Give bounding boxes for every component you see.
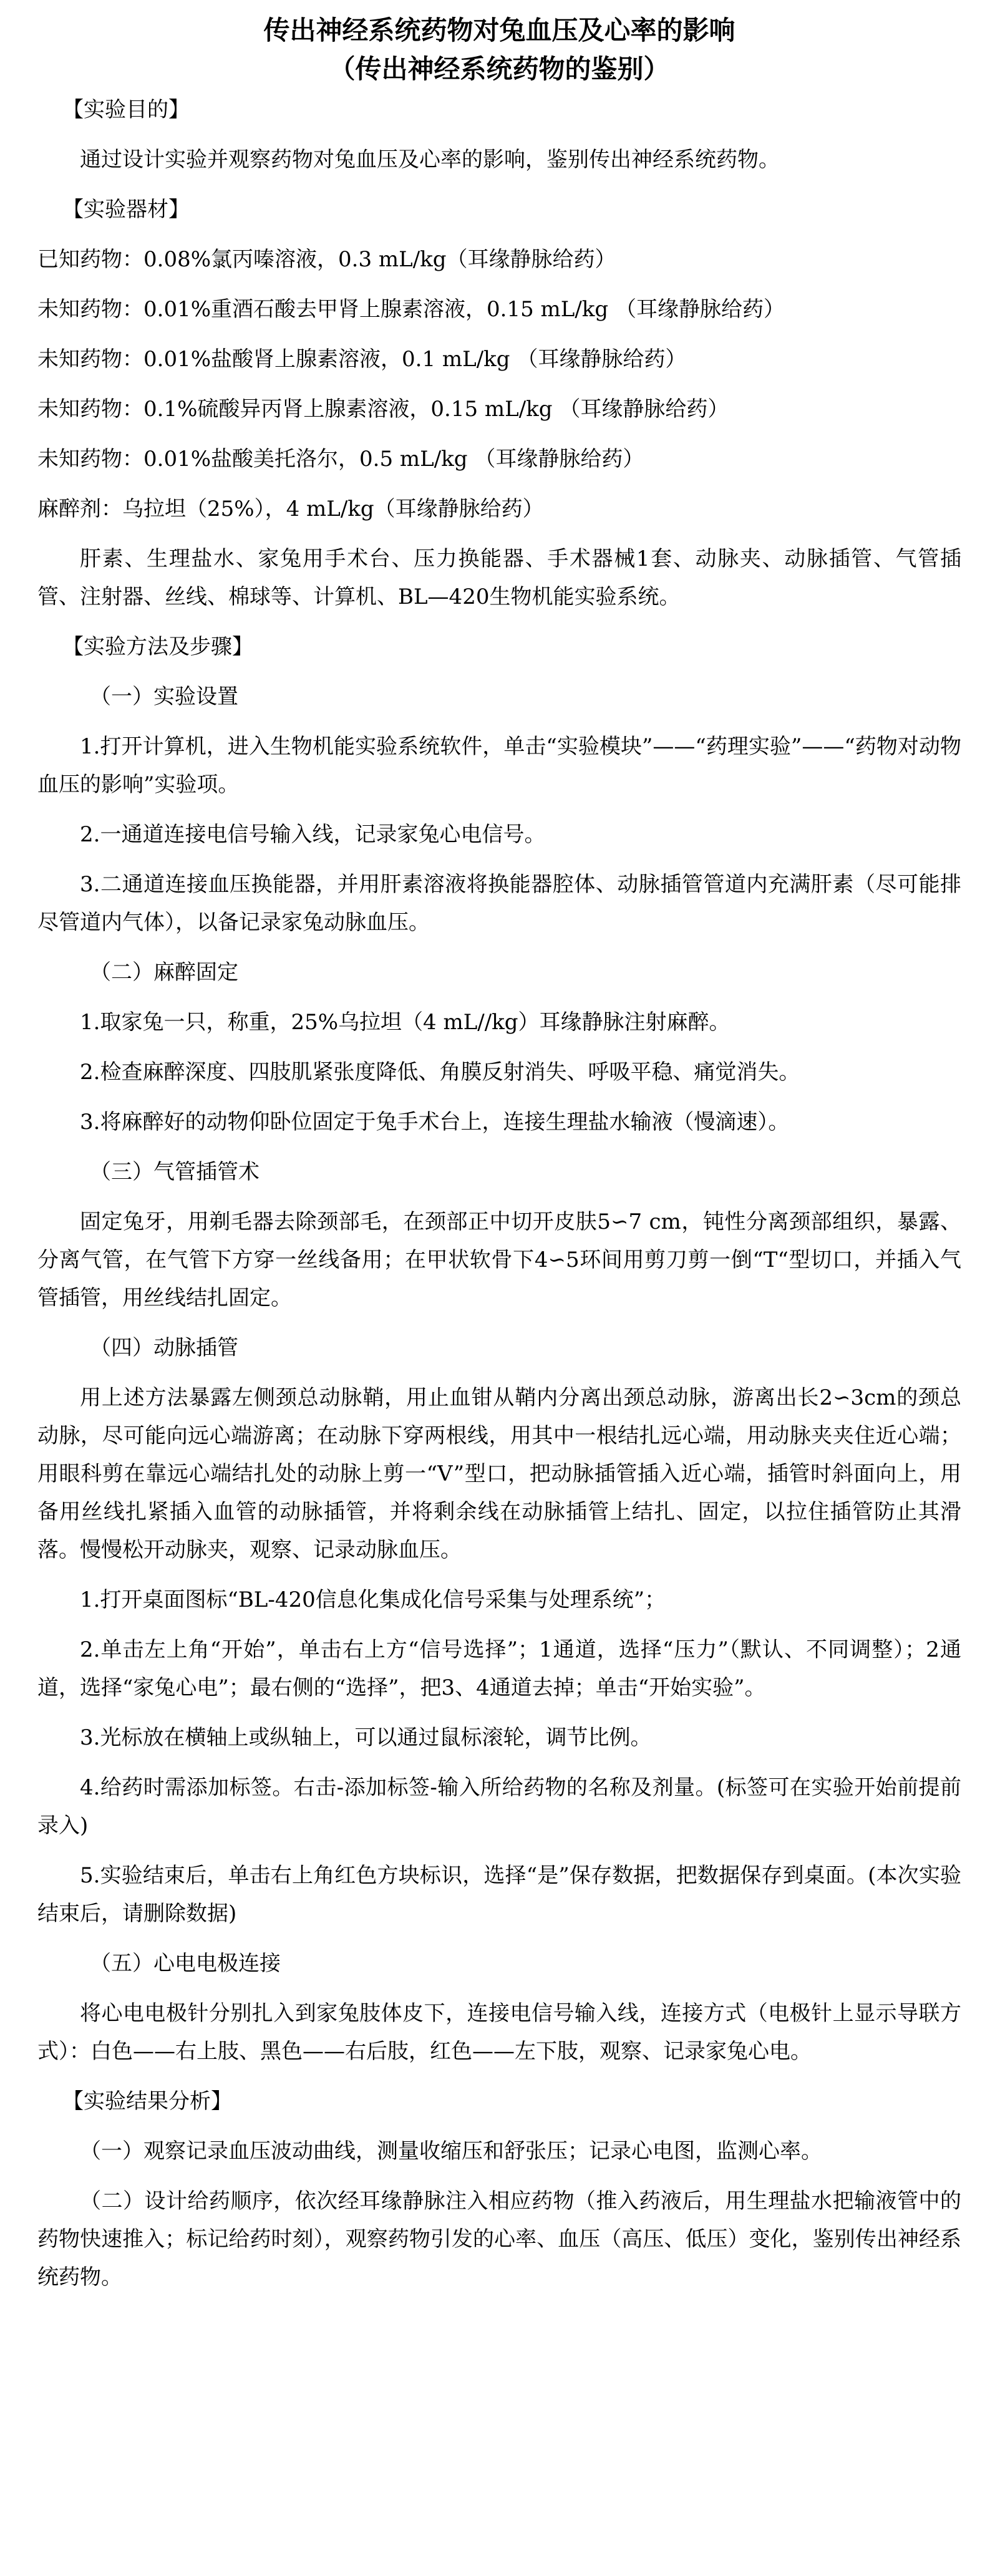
equipment-tools: 肝素、生理盐水、家兔用手术台、压力换能器、手术器械1套、动脉夹、动脉插管、气管插管、注射器、丝线、棉球等、计算机、BL—420生物机能实验系统。 [37, 546, 961, 609]
anesthesia-step: 2.检查麻醉深度、四肢肌紧张度降低、角膜反射消失、呼吸平稳、痛觉消失。 [80, 1060, 800, 1085]
subsection-heading-anesthesia: （二）麻醉固定 [90, 960, 238, 985]
equipment-item: 麻醉剂：乌拉坦（25%），4 mL/kg（耳缘静脉给药） [37, 496, 544, 521]
setup-step: 3.二通道连接血压换能器，并用肝素溶液将换能器腔体、动脉插管管道内充满肝素（尽可能排尽管道内气体），以备记录家兔动脉血压。 [37, 872, 961, 935]
trachea-text: 固定兔牙，用剃毛器去除颈部毛，在颈部正中切开皮肤5∽7 cm，钝性分离颈部组织，暴露、分离气管，在气管下方穿一丝线备用；在甲状软骨下4∽5环间用剪刀剪一倒“T“型切口，并插入气管插管，用丝线结扎固定。 [37, 1209, 961, 1310]
anesthesia-step: 1.取家兔一只，称重，25%乌拉坦（4 mL//kg）耳缘静脉注射麻醉。 [80, 1010, 730, 1035]
setup-step: 2.一通道连接电信号输入线，记录家兔心电信号。 [80, 822, 546, 847]
ecg-text: 将心电电极针分别扎入到家兔肢体皮下，连接电信号输入线，连接方式（电极针上显示导联方式）：白色——右上肢、黑色——右后肢，红色——左下肢，观察、记录家兔心电。 [37, 2001, 961, 2064]
document-title: 传出神经系统药物对兔血压及心率的影响 [263, 15, 735, 46]
subsection-heading-ecg: （五）心电电极连接 [90, 1951, 281, 1976]
purpose-text: 通过设计实验并观察药物对兔血压及心率的影响，鉴别传出神经系统药物。 [80, 147, 780, 172]
artery-step: 4.给药时需添加标签。右击-添加标签-输入所给药物的名称及剂量。(标签可在实验开始前提前录入) [37, 1775, 961, 1838]
equipment-item: 未知药物：0.1%硫酸异丙肾上腺素溶液，0.15 mL/kg （耳缘静脉给药） [37, 397, 729, 422]
document-subtitle: （传出神经系统药物的鉴别） [329, 54, 670, 84]
anesthesia-step: 3.将麻醉好的动物仰卧位固定于兔手术台上，连接生理盐水输液（慢滴速）。 [80, 1110, 790, 1135]
artery-step: 1.打开桌面图标“BL-420信息化集成化信号采集与处理系统”； [80, 1587, 666, 1612]
equipment-item: 未知药物：0.01%盐酸美托洛尔，0.5 mL/kg （耳缘静脉给药） [37, 447, 644, 472]
equipment-item: 未知药物：0.01%重酒石酸去甲肾上腺素溶液，0.15 mL/kg （耳缘静脉给药） [37, 297, 785, 322]
section-heading-results: 【实验结果分析】 [62, 2089, 232, 2114]
results-item: （一）观察记录血压波动曲线，测量收缩压和舒张压；记录心电图，监测心率。 [80, 2139, 822, 2164]
subsection-heading-setup: （一）实验设置 [90, 684, 238, 709]
subsection-heading-artery: （四）动脉插管 [90, 1335, 238, 1360]
artery-text: 用上述方法暴露左侧颈总动脉鞘，用止血钳从鞘内分离出颈总动脉，游离出长2∽3cm的颈总动脉，尽可能向远心端游离；在动脉下穿两根线，用其中一根结扎远心端，用动脉夹夹住近心端；用眼科剪在靠远心端结扎处的动脉上剪一“V”型口，把动脉插管插入近心端，插管时斜面向上，用备用丝线扎紧插入血管的动脉插管，并将剩余线在动脉插管上结扎、固定，以拉住插管防止其滑落。慢慢松开动脉夹，观察、记录动脉血压。 [37, 1385, 961, 1562]
subsection-heading-trachea: （三）气管插管术 [90, 1160, 260, 1184]
results-item: （二）设计给药顺序，依次经耳缘静脉注入相应药物（推入药液后，用生理盐水把输液管中的药物快速推入；标记给药时刻），观察药物引发的心率、血压（高压、低压）变化，鉴别传出神经系统药物。 [37, 2189, 961, 2290]
equipment-item: 未知药物：0.01%盐酸肾上腺素溶液，0.1 mL/kg （耳缘静脉给药） [37, 347, 687, 372]
setup-step: 1.打开计算机，进入生物机能实验系统软件，单击“实验模块”——“药理实验”——“药物对动物血压的影响”实验项。 [37, 734, 961, 797]
equipment-item: 已知药物：0.08%氯丙嗪溶液，0.3 mL/kg（耳缘静脉给药） [37, 247, 616, 272]
section-heading-methods: 【实验方法及步骤】 [62, 634, 253, 659]
artery-step: 5.实验结束后，单击右上角红色方块标识，选择“是”保存数据，把数据保存到桌面。(本次实验结束后，请删除数据) [37, 1863, 961, 1926]
artery-step: 3.光标放在横轴上或纵轴上，可以通过鼠标滚轮，调节比例。 [80, 1725, 652, 1750]
section-heading-purpose: 【实验目的】 [62, 97, 190, 122]
artery-step: 2.单击左上角“开始”，单击右上方“信号选择”；1通道，选择“压力”（默认、不同调整）；2通道，选择“家兔心电”；最右侧的“选择”，把3、4通道去掉；单击“开始实验”。 [37, 1637, 961, 1700]
section-heading-equipment: 【实验器材】 [62, 197, 190, 222]
